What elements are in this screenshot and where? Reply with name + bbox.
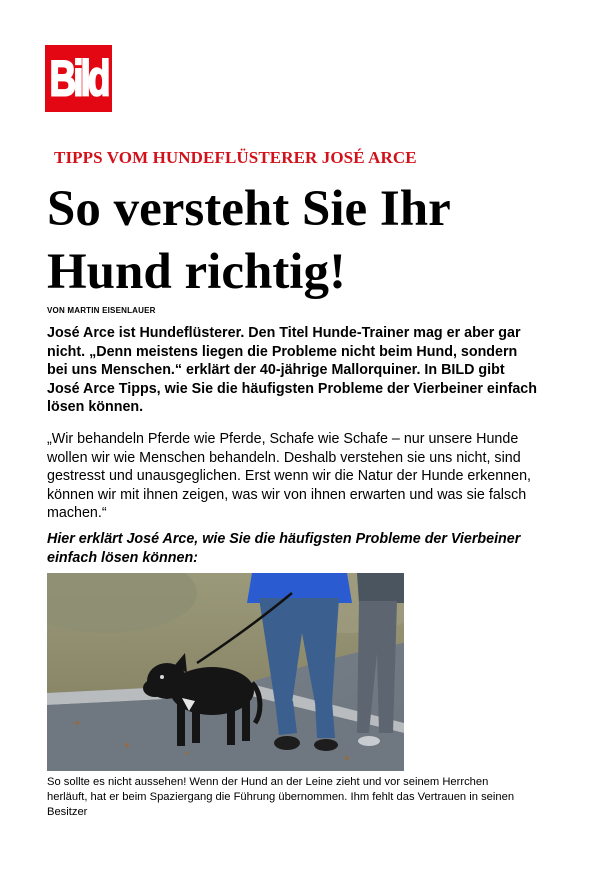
body-line: wollen wir wie Menschen behandeln. Deshalb verstehen sie uns nicht, sind	[47, 449, 521, 466]
article-headline	[47, 178, 587, 304]
photo-caption	[47, 775, 587, 820]
lead-line: bei uns Menschen.“ erklärt der 40-jährige Mallorquiner. In BILD gibt	[47, 362, 505, 378]
article-lead	[47, 324, 600, 417]
caption-line: So sollte es nicht aussehen! Wenn der Hund an der Leine zieht und vor seinem Herrchen	[47, 776, 489, 788]
lead-line: nicht. „Denn meistens liegen die Probleme nicht beim Hund, sondern	[47, 343, 518, 360]
subhead-line: Hier erklärt José Arce, wie Sie die häufigsten Probleme der Vierbeiner	[47, 531, 521, 547]
headline-line: So versteht Sie Ihr	[47, 181, 451, 237]
body-line: können wir mit ihnen zeigen, was wir von ihnen erwarten und was sie falsch	[47, 486, 527, 503]
bild-logo[interactable]	[45, 45, 112, 112]
article-subhead	[47, 530, 587, 567]
article-kicker: TIPPS VOM HUNDEFLÜSTERER JOSÉ ARCE	[54, 148, 417, 167]
caption-line: herläuft, hat er beim Spaziergang die Führung übernommen. Ihm fehlt das Vertrauen in seinen	[47, 791, 515, 803]
subhead-line: einfach lösen können:	[47, 549, 198, 566]
lead-line: José Arce ist Hundeflüsterer. Den Titel Hunde-Trainer mag er aber gar	[47, 325, 521, 341]
body-line: machen.“	[47, 505, 107, 521]
body-line: „Wir behandeln Pferde wie Pferde, Schafe wie Schafe – nur unsere Hunde	[47, 431, 519, 447]
article-body-paragraph	[47, 430, 587, 523]
lead-line: lösen können.	[47, 399, 144, 415]
caption-line: Besitzer	[47, 806, 88, 818]
headline-line: Hund richtig!	[47, 244, 346, 300]
body-line: gestresst und unausgeglichen. Erst wenn wir die Natur der Hunde erkennen,	[47, 468, 531, 484]
article-byline: VON MARTIN EISENLAUER	[47, 306, 156, 315]
lead-line: José Arce Tipps, wie Sie die häufigsten Probleme der Vierbeiner einfach	[47, 380, 537, 397]
article-photo[interactable]	[47, 573, 404, 771]
logo-text: Bild	[49, 50, 108, 107]
